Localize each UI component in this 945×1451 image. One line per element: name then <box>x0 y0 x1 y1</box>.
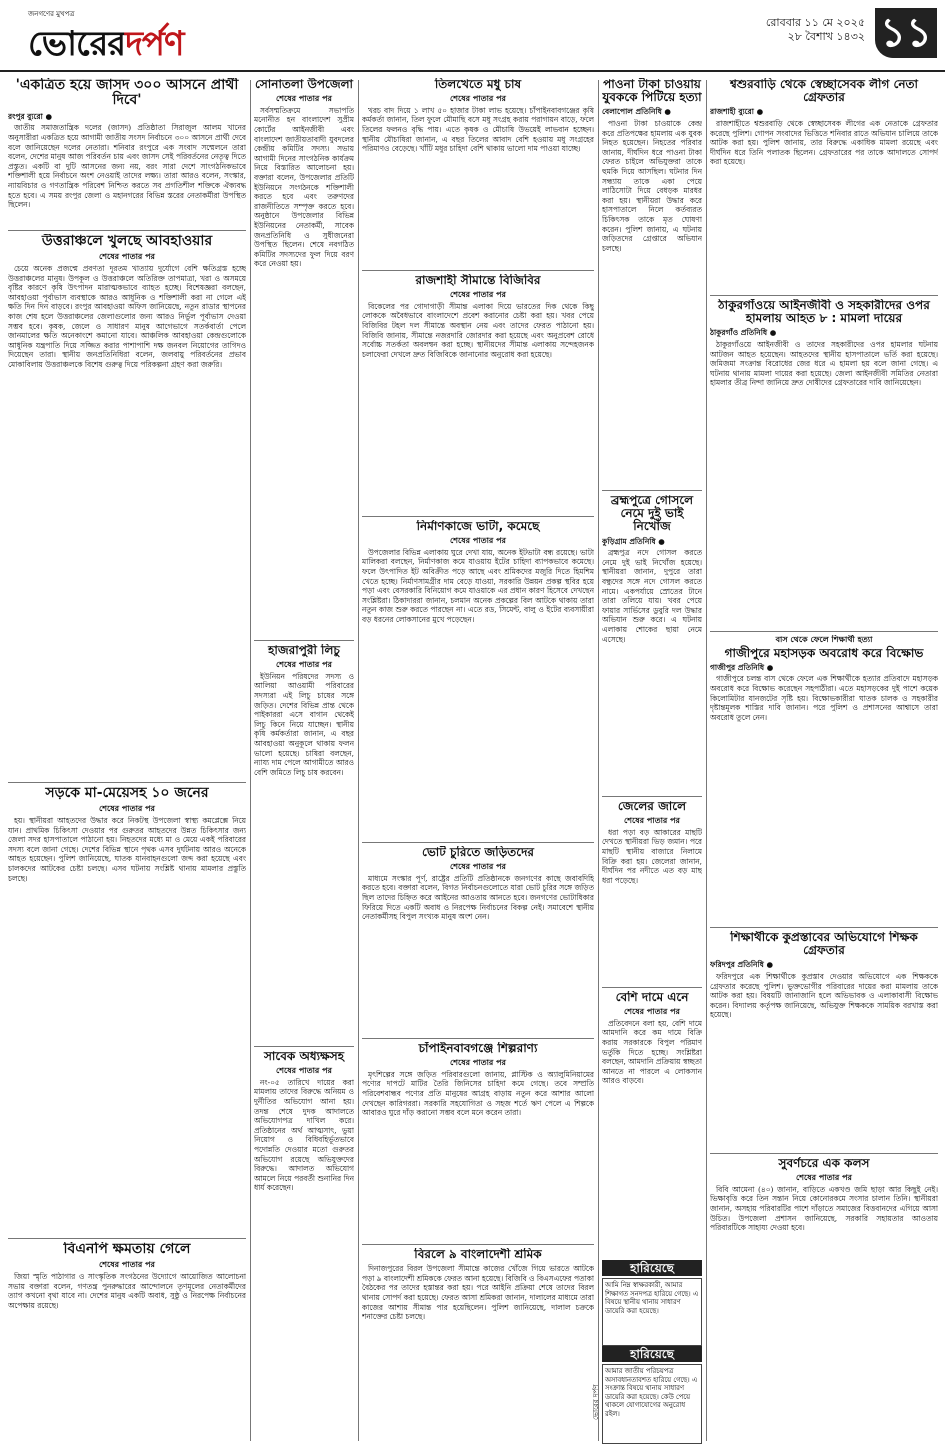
divider <box>362 270 594 271</box>
date-bengali: ২৮ বৈশাখ ১৪৩২ <box>787 30 865 43</box>
headline: সড়কে মা-মেয়েসহ ১০ জনের <box>45 786 209 801</box>
lost-notice-title: হারিয়েছে <box>602 1346 702 1362</box>
story-body: বিবি আমেনা (৪০) জানান, বাড়িতে একখণ্ড জমি ছাড়া আর কিছুই নেই। ভিক্ষাবৃত্তি করে তিন সন্তান নিয়ে কোনোরকমে সংসার চালান তিনি। স্থানীয়রা জানান, অসহায় পরিবারটির পাশে দাঁড়াতে সমাজের বিত্তবানদের এগিয়ে আসা উচিত। উপজেলা প্রশাসন জানিয়েছে, সরকারি সহায়তার আওতায় পরিবারটিকে সাহায্য দেওয়া হবে। <box>710 1184 938 1233</box>
byline: কুড়িগ্রাম প্রতিনিধি ● <box>602 536 665 546</box>
page-number: ১১ <box>875 8 937 58</box>
story-body: খরচ বাদ দিয়ে ১ লাখ ৫০ হাজার টাকা লাভ হয়েছে। চাঁপাইনবাবগঞ্জের কৃষি কর্মকর্তা জানান, তিল ফুলে মৌমাছি বসে মধু সংগ্রহ করায় পরাগায়ন বাড়ে, ফলে তিলের ফলনও বৃদ্ধি পায়। এতে কৃষক ও মৌচাষি উভয়েই লাভবান হচ্ছেন। স্থানীয় মৌচাষিরা জানান, এ বছর তিলের আবাদ বেশি হওয়ায় মধু সংগ্রহের পরিমাণও বেড়েছে। খাঁটি মধুর চাহিদা বেশি থাকায় ভালো দাম পাওয়া যাচ্ছে। <box>362 105 594 154</box>
headline: রাজশাহী সীমান্তে বিজিবির <box>415 274 541 287</box>
headline: চাঁপাইনবাবগঞ্জে শিল্পরাণ্য <box>418 1042 538 1055</box>
story-vote-theft <box>362 846 594 1036</box>
headline: গাজীপুরে মহাসড়ক অবরোধ করে বিক্ষোভ <box>724 645 924 660</box>
byline: বেলাপোল প্রতিনিধি ● <box>602 107 671 117</box>
headline: বিরলে ৯ বাংলাদেশী শ্রমিক <box>414 1248 542 1261</box>
byline: ঠাকুরগাঁও প্রতিনিধি ● <box>710 328 777 338</box>
story-lawyer-attack <box>710 299 938 629</box>
lost-notice-body: আমি নিম্ন স্বাক্ষরকারী, আমার শিক্ষাগত সনদপত্র হারিয়ে গেছে। এ বিষয়ে স্থানীয় থানায় সাধারণ ডায়েরি করা হয়েছে। <box>602 1278 702 1346</box>
story-body: ব্রহ্মপুত্র নদে গোসল করতে নেমে দুই ভাই নিখোঁজ হয়েছে। স্থানীয়রা জানান, দুপুরে তারা বন্ধুদের সঙ্গে নদে গোসল করতে নামে। একপর্যায়ে স্রোতের টানে তারা তলিয়ে যায়। খবর পেয়ে ফায়ার সার্ভিসের ডুবুরি দল উদ্ধার অভিযান শুরু করে। এ ঘটনায় এলাকায় শোকের ছায়া নেমে এসেছে। <box>602 548 702 644</box>
story-bnp <box>8 1242 246 1442</box>
column-rule <box>706 80 707 1441</box>
story-body: গাজীপুরে চলন্ত বাস থেকে ফেলে এক শিক্ষার্থীকে হত্যার প্রতিবাদে মহাসড়ক অবরোধ করে বিক্ষোভ করেছেন সহপাঠীরা। এতে মহাসড়কের দুই পাশে কয়েক কিলোমিটার যানজটের সৃষ্টি হয়। বিক্ষোভকারীরা ঘাতক চালক ও সহকারীর দৃষ্টান্তমূলক শাস্তির দাবি জানান। পরে পুলিশ ও প্রশাসনের আশ্বাসে তারা অবরোধ তুলে নেন। <box>710 674 938 722</box>
story-brick <box>362 520 594 840</box>
column-rule <box>250 80 251 1441</box>
story-weather <box>8 234 246 779</box>
byline: রংপুর ব্যুরো ● <box>8 111 52 121</box>
continued-label: শেষের পাতার পর <box>450 289 506 300</box>
divider <box>8 230 246 231</box>
byline: ফরিদপুর প্রতিনিধি ● <box>710 960 774 970</box>
headline: হাজরাপুরী লিচু <box>268 644 340 657</box>
divider <box>362 516 594 517</box>
story-lichu <box>254 644 354 1044</box>
headline: ব্রহ্মপুত্রে গোসলে নেমে দুই ভাই নিখোঁজ <box>610 494 694 534</box>
story-body: রাজশাহীতে শ্বশুরবাড়ি থেকে স্বেচ্ছাসেবক লীগের এক নেতাকে গ্রেফতার করেছে পুলিশ। গোপন সংবাদের ভিত্তিতে শনিবার রাতে অভিযান চালিয়ে তাকে আটক করা হয়। পুলিশ জানায়, তার বিরুদ্ধে একাধিক মামলা রয়েছে এবং দীর্ঘদিন ধরে তিনি পলাতক ছিলেন। গ্রেফতারের পর তাকে আদালতে সোপর্দ করা হয়েছে। <box>710 118 938 167</box>
story-body: ঠাকুরগাঁওয়ে আইনজীবী ও তাদের সহকারীদের ওপর হামলার ঘটনায় আটজন আহত হয়েছেন। আহতদের স্থানীয় হাসপাতালে ভর্তি করা হয়েছে। জমিজমা সংক্রান্ত বিরোধের জের ধরে এ হামলা হয় বলে জানা গেছে। এ ঘটনায় থানায় মামলা দায়ের করা হয়েছে। জেলা আইনজীবী সমিতির নেতারা হামলার তীব্র নিন্দা জানিয়ে দ্রুত দোষীদের গ্রেফতারের দাবি জানিয়েছেন। <box>710 339 938 388</box>
lost-notice-title: হারিয়েছে <box>602 1260 702 1276</box>
logo-part-2: দর্পণ <box>125 24 184 64</box>
headline: সাবেক অধ্যক্ষসহ <box>263 1050 345 1063</box>
story-awami-arrest <box>710 78 938 293</box>
story-body: পাওনা টাকা চাওয়াকে কেন্দ্র করে প্রতিপক্ষের হামলায় এক যুবক নিহত হয়েছেন। নিহতের পরিবার জানায়, দীর্ঘদিন ধরে পাওনা টাকা ফেরত চাইলে অভিযুক্তরা তাকে হুমকি দিয়ে আসছিল। ঘটনার দিন সন্ধ্যায় তাকে একা পেয়ে লাঠিসোটা দিয়ে বেধড়ক মারধর করা হয়। স্থানীয়রা উদ্ধার করে হাসপাতালে নিলে কর্তব্যরত চিকিৎসক তাকে মৃত ঘোষণা করেন। পুলিশ জানায়, এ ঘটনায় জড়িতদের গ্রেপ্তারে অভিযান চলছে। <box>602 118 702 253</box>
byline: রাজশাহী ব্যুরো ● <box>710 107 764 117</box>
continued-label: শেষের পাতার পর <box>276 1065 332 1076</box>
headline: শিক্ষার্থীকে কুপ্রস্তাবের অভিযোগে শিক্ষক গ্রেফতার <box>730 931 918 958</box>
headline: উত্তরাঞ্চলে খুলছে আবহাওয়ার <box>41 234 213 249</box>
story-body: বিকেলের পর গোদাগাড়ী সীমান্ত এলাকা দিয়ে ভারতের দিক থেকে কিছু লোককে অবৈধভাবে বাংলাদেশে প্রবেশ করানোর চেষ্টা করা হয়। খবর পেয়ে বিজিবির টহল দল সীমান্তে অবস্থান নেয় এবং তাদের ফেরত পাঠানো হয়। বিজিবি জানায়, সীমান্তে নজরদারি জোরদার করা হয়েছে এবং অনুপ্রবেশ রোধে সর্বোচ্চ সতর্কতা অবলম্বন করা হচ্ছে। স্থানীয়দের সীমান্ত এলাকায় সন্দেহজনক চলাফেরা দেখলে দ্রুত বিজিবিকে জানানোর অনুরোধ করা হয়েছে। <box>362 301 594 359</box>
divider <box>710 927 938 928</box>
story-teacher-arrest <box>710 931 938 1151</box>
continued-label: শেষের পাতার পর <box>450 93 506 104</box>
divider <box>362 1244 594 1245</box>
divider <box>362 1038 594 1039</box>
story-body: হয়। স্থানীয়রা আহতদের উদ্ধার করে নিকটস্থ উপজেলা স্বাস্থ্য কমপ্লেক্সে নিয়ে যান। প্রাথমিক চিকিৎসা দেওয়ার পর গুরুতর আহতদের উন্নত চিকিৎসার জন্য জেলা সদর হাসপাতালে পাঠানো হয়। নিহতদের মধ্যে মা ও মেয়ে একই পরিবারের সদস্য বলে জানা গেছে। দেশের বিভিন্ন স্থানে পৃথক এসব দুর্ঘটনায় আরও অনেকে আহত হয়েছেন। পুলিশ জানিয়েছে, ঘাতক যানবাহনগুলো জব্দ করা হয়েছে এবং চালকদের আটকের চেষ্টা চলছে। এসব ঘটনায় সংশ্লিষ্ট থানায় মামলার প্রস্তুতি চলছে। <box>8 815 246 883</box>
continued-label: শেষের পাতার পর <box>99 1259 155 1270</box>
story-jasad <box>8 78 246 228</box>
headline: বেশি দামে এনে <box>615 991 689 1004</box>
column-rule <box>358 80 359 1441</box>
story-price <box>602 991 702 1256</box>
story-body: জাতীয় সমাজতান্ত্রিক দলের (জাসদ) প্রতিষ্ঠাতা সিরাজুল আলম খানের অনুসারীরা একত্রিত হয়ে আগামী জাতীয় সংসদ নির্বাচনে ৩০০ আসনে প্রার্থী দেবে বলে জানিয়েছেন দলের নেতারা। শনিবার রংপুরে এক সংবাদ সম্মেলনে তারা বলেন, দেশের মানুষ আজ পরিবর্তন চায় এবং জাসদ সেই পরিবর্তনের নেতৃত্ব দিতে প্রস্তুত। একটি বা দুটি আসনের জন্য নয়, বরং সারা দেশে সাংগঠনিকভাবে শক্তিশালী হয়ে নির্বাচনে অংশ নেওয়াই তাদের লক্ষ্য। তারা আরও বলেন, সংস্কার, ন্যায়বিচার ও গণতান্ত্রিক পরিবেশ নিশ্চিত করতে সব প্রগতিশীল শক্তিকে ঐক্যবদ্ধ হতে হবে। এ সময় রংপুর জেলা ও মহানগরের বিভিন্ন স্তরের নেতাকর্মীরা উপস্থিত ছিলেন। <box>8 123 246 210</box>
story-body: ফরিদপুরে এক শিক্ষার্থীকে কুপ্রস্তাব দেওয়ার অভিযোগে এক শিক্ষককে গ্রেফতার করেছে পুলিশ। ভুক্তভোগীর পরিবারের দায়ের করা মামলায় তাকে আটক করা হয়। বিষয়টি জানাজানি হলে অভিভাবক ও এলাকাবাসী বিক্ষোভ করেন। বিদ্যালয় কর্তৃপক্ষ জানিয়েছে, অভিযুক্ত শিক্ষককে সাময়িক বরখাস্ত করা হয়েছে। <box>710 971 938 1020</box>
tagline: জনগণের মুখপত্র <box>28 10 75 18</box>
story-pottery <box>362 1042 594 1242</box>
story-honey <box>362 78 594 268</box>
continued-label: শেষের পাতার পর <box>276 659 332 670</box>
byline: গাজীপুর প্রতিনিধি ● <box>710 662 774 672</box>
divider <box>254 1046 354 1047</box>
continued-label: শেষের পাতার পর <box>624 815 680 826</box>
divider <box>8 1238 246 1239</box>
continued-label: শেষের পাতার পর <box>450 861 506 872</box>
divider <box>710 295 938 296</box>
continued-label: শেষের পাতার পর <box>796 1172 852 1183</box>
headline: পাওনা টাকা চাওয়ায় যুবককে পিটিয়ে হত্যা <box>602 78 702 105</box>
story-body: ইউনিয়ন পরিষদের সদস্য ও আলিয়া আওয়ামী পরিবারের সদস্যরা এই লিচু চাষের সঙ্গে জড়িত। দেশের বিভিন্ন প্রান্ত থেকে পাইকাররা এসে বাগান থেকেই লিচু কিনে নিয়ে যাচ্ছেন। স্থানীয় কৃষি কর্মকর্তারা জানান, এ বছর আবহাওয়া অনুকূলে থাকায় ফলন ভালো হয়েছে। চাষিরা বলছেন, ন্যায্য দাম পেলে আগামীতে আরও বেশি জমিতে লিচু চাষ করবেন। <box>254 671 354 777</box>
headline: বিএনপি ক্ষমতায় গেলে <box>63 1242 191 1257</box>
date-gregorian: রোববার ১১ মে ২০২৫ <box>765 16 865 29</box>
story-bgb <box>362 274 594 514</box>
kicker: বাস থেকে ফেলে শিক্ষার্থী হত্যা <box>775 635 873 644</box>
logo-part-1: ভোরের <box>28 24 126 64</box>
story-body: চেয়ে অনেক প্রজন্মে প্রবণতা দূরতম খাত্যায় দুর্যোগে বেশি ক্ষতিগ্রস্ত হচ্ছে উত্তরাঞ্চলের মানুষ। উপকূল ও উত্তরাঞ্চলে অতিরিক্ত তাপমাত্রা, খরা ও অসময়ে বৃষ্টির কারণে কৃষি উৎপাদন মারাত্মকভাবে ব্যাহত হচ্ছে। বিশেষজ্ঞরা বলছেন, আবহাওয়া পূর্বাভাস ব্যবস্থাকে আরও আধুনিক ও শক্তিশালী করা না গেলে এই ক্ষতি দিন দিন বাড়বে। রংপুর আবহাওয়া অফিস জানিয়েছে, নতুন রাডার স্থাপনের কাজ শেষ হলে উত্তরাঞ্চলের জেলাগুলোর জন্য আরও নির্ভুল পূর্বাভাস দেওয়া সম্ভব হবে। কৃষক, জেলে ও সাধারণ মানুষ আগেভাগে সতর্কবার্তা পেলে জানমালের ক্ষতি অনেকাংশে কমানো যাবে। আঞ্চলিক আবহাওয়া কেন্দ্রগুলোকে আধুনিক যন্ত্রপাতি দিয়ে সজ্জিত করার পাশাপাশি দক্ষ জনবল নিয়োগের তাগিদও দিয়েছেন তারা। স্থানীয় জনপ্রতিনিধিরা বলেন, জলবায়ু পরিবর্তনের প্রভাব মোকাবিলায় উত্তরাঞ্চলকে বিশেষ গুরুত্ব দিয়ে পরিকল্পনা গ্রহণ করা জরুরি। <box>8 263 246 369</box>
headline: সোনাতলা উপজেলা <box>255 78 353 91</box>
story-workers <box>362 1248 594 1443</box>
headline: 'একত্রিত হয়ে জাসদ ৩০০ আসনে প্রার্থী দিবে' <box>15 78 239 109</box>
story-body: সর্বসম্মতিক্রমে সভাপতি মনোনীত হন বাংলাদেশ সুপ্রীম কোর্টের আইনজীবী এবং বাংলাদেশ জাতীয়তাবাদী যুবদলের কেন্দ্রীয় কমিটির সদস্য। সভায় আগামী দিনের সাংগঠনিক কার্যক্রম নিয়ে বিস্তারিত আলোচনা হয়। বক্তারা বলেন, উপজেলার প্রতিটি ইউনিয়নে সংগঠনকে শক্তিশালী করতে হবে এবং তরুণদের রাজনীতিতে সম্পৃক্ত করতে হবে। অনুষ্ঠানে উপজেলার বিভিন্ন ইউনিয়নের নেতাকর্মী, সাবেক জনপ্রতিনিধি ও সুধীজনেরা উপস্থিত ছিলেন। শেষে নবগঠিত কমিটির সদস্যদের ফুল দিয়ে বরণ করে নেওয়া হয়। <box>254 105 354 269</box>
divider <box>602 490 702 491</box>
headline: নির্মাণকাজে ভাটা, কমেছে <box>416 520 540 533</box>
headline: জেলের জালে <box>617 800 687 813</box>
divider <box>602 796 702 797</box>
side-credit: ভোরের দর্পণ <box>592 1384 600 1420</box>
story-body: উপজেলার বিভিন্ন এলাকায় ঘুরে দেখা যায়, অনেক ইটভাটা বন্ধ রয়েছে। ভাটা মালিকরা বলছেন, নির্মাণকাজ কমে যাওয়ায় ইটের চাহিদা ব্যাপকভাবে কমেছে। ফলে উৎপাদিত ইট অবিক্রীত পড়ে আছে এবং শ্রমিকদের মজুরি দিতে হিমশিম খেতে হচ্ছে। নির্মাণসামগ্রীর দাম বেড়ে যাওয়া, সরকারি উন্নয়ন প্রকল্প স্থবির হয়ে পড়া এবং বেসরকারি বিনিয়োগ কমে যাওয়াকে এর প্রধান কারণ হিসেবে দেখছেন সংশ্লিষ্টরা। ঠিকাদাররা জানান, চলমান অনেক প্রকল্পের বিল আটকে থাকায় তারা নতুন কাজ শুরু করতে পারছেন না। এতে রড, সিমেন্ট, বালু ও ইটের ব্যবসায়ীরা বড় ধরনের লোকসানের মুখে পড়েছেন। <box>362 547 594 624</box>
headline: ভোট চুরিতে জড়িতদের <box>422 846 534 859</box>
story-body: মাধ্যমে সংস্কার পূর্ণ, রাষ্ট্রের প্রতিটি প্রতিষ্ঠানকে জনগণের কাছে জবাবদিহি করতে হবে। বক্তারা বলেন, বিগত নির্বাচনগুলোতে যারা ভোট চুরির সঙ্গে জড়িত ছিল তাদের চিহ্নিত করে আইনের আওতায় আনতে হবে। জনগণের ভোটাধিকার ফিরিয়ে দিতে একটি অবাধ ও নিরপেক্ষ নির্বাচনের বিকল্প নেই। সমাবেশে স্থানীয় নেতাকর্মীসহ বিপুল সংখ্যক মানুষ অংশ নেন। <box>362 873 594 922</box>
headline: সুবর্ণচরে এক কলস <box>778 1157 870 1170</box>
divider <box>710 1153 938 1154</box>
headline: ঠাকুরগাঁওয়ে আইনজীবী ও সহকারীদের ওপর হামলায় আহত ৮ : মামলা দায়ের <box>718 299 930 326</box>
continued-label: শেষের পাতার পর <box>450 1057 506 1068</box>
divider <box>710 631 938 632</box>
story-body: নং-০৫ তারিখে দায়ের করা মামলায় তাদের বিরুদ্ধে অনিয়ম ও দুর্নীতির অভিযোগ আনা হয়। তদন্ত শেষে দুদক আদালতে অভিযোগপত্র দাখিল করে। প্রতিষ্ঠানের অর্থ আত্মসাৎ, ভুয়া নিয়োগ ও বিধিবহির্ভূতভাবে পদোন্নতি দেওয়ার মতো গুরুতর অভিযোগ রয়েছে অভিযুক্তদের বিরুদ্ধে। আদালত অভিযোগ আমলে নিয়ে পরবর্তী শুনানির দিন ধার্য করেছেন। <box>254 1077 354 1193</box>
story-seniority <box>254 1050 354 1442</box>
continued-label: শেষের পাতার পর <box>276 93 332 104</box>
divider <box>362 842 594 843</box>
continued-label: শেষের পাতার পর <box>99 251 155 262</box>
headline: তিলখেতে মধু চাষ <box>434 78 522 91</box>
divider <box>8 782 246 783</box>
story-body: প্রতিবেদনে বলা হয়, বেশি দামে আমদানি করে কম দামে বিক্রি করায় সরকারকে বিপুল পরিমাণ ভর্তুকি দিতে হচ্ছে। সংশ্লিষ্টরা বলছেন, আমদানি প্রক্রিয়ায় স্বচ্ছতা আনতে না পারলে এ লোকসান আরও বাড়বে। <box>602 1018 702 1086</box>
story-rice-pot <box>710 1157 938 1443</box>
story-body: মৃৎশিল্পের সঙ্গে জড়িত পরিবারগুলো জানায়, প্লাস্টিক ও অ্যালুমিনিয়ামের পণ্যের দাপটে মাটির তৈরি জিনিসের চাহিদা কমে গেছে। তবে সম্প্রতি পরিবেশবান্ধব পণ্যের প্রতি মানুষের আগ্রহ বাড়ায় নতুন করে আশার আলো দেখছেন কারিগররা। সরকারি সহযোগিতা ও সহজ শর্তে ঋণ পেলে এ শিল্পকে আবারও ঘুরে দাঁড় করানো সম্ভব বলে মনে করেন তারা। <box>362 1069 594 1118</box>
continued-label: শেষের পাতার পর <box>450 535 506 546</box>
masthead <box>0 0 945 72</box>
continued-label: শেষের পাতার পর <box>624 1006 680 1017</box>
divider <box>602 987 702 988</box>
dateline <box>766 16 865 44</box>
divider <box>254 640 354 641</box>
story-brothers-missing <box>602 494 702 794</box>
column-rule <box>598 80 599 1441</box>
story-body: ধরা পড়া বড় আকারের মাছটি দেখতে স্থানীয়রা ভিড় জমান। পরে মাছটি স্থানীয় বাজারে নিলামে বিক্রি করা হয়। জেলেরা জানান, দীর্ঘদিন পর নদীতে এত বড় মাছ ধরা পড়েছে। <box>602 827 702 885</box>
continued-label: শেষের পাতার পর <box>99 803 155 814</box>
story-sonatala <box>254 78 354 638</box>
story-body: জিয়া স্মৃতি পাঠাগার ও সাংস্কৃতিক সংগঠনের উদ্যোগে আয়োজিত আলোচনা সভায় বক্তারা বলেন, গণতন্ত্র পুনরুদ্ধারের আন্দোলনে তৃণমূলের নেতাকর্মীদের ত্যাগ কখনো বৃথা যাবে না। দেশের মানুষ একটি অবাধ, সুষ্ঠু ও নিরপেক্ষ নির্বাচনের অপেক্ষায় রয়েছে। <box>8 1271 246 1310</box>
newspaper-logo <box>28 18 184 75</box>
story-youth-killed <box>602 78 702 488</box>
story-fishnet <box>602 800 702 985</box>
story-gazipur <box>710 635 938 925</box>
lost-notice-body: আমার জাতীয় পরিচয়পত্র অসাবধানতাবশত হারিয়ে গেছে। এ সংক্রান্ত বিষয়ে থানায় সাধারণ ডায়েরি করা হয়েছে। কেউ পেয়ে থাকলে যোগাযোগের অনুরোধ রইল। <box>602 1364 702 1444</box>
story-accident <box>8 786 246 1236</box>
story-body: দিনাজপুরের বিরল উপজেলা সীমান্তে কাজের খোঁজে গিয়ে ভারতে আটকে পড়া ৯ বাংলাদেশী শ্রমিককে ফেরত আনা হয়েছে। বিজিবি ও বিএসএফের পতাকা বৈঠকের পর তাদের হস্তান্তর করা হয়। পরে আইনি প্রক্রিয়া শেষে তাদের বিরল থানায় সোপর্দ করা হয়েছে। ফেরত আসা শ্রমিকরা জানান, দালালের মাধ্যমে তারা কাজের আশায় সীমান্ত পার হয়েছিলেন। পুলিশ জানিয়েছে, দালাল চক্রকে শনাক্তের চেষ্টা চলছে। <box>362 1264 594 1322</box>
headline: শ্বশুরবাড়ি থেকে স্বেচ্ছাসেবক লীগ নেতা গ্রেফতার <box>729 78 919 105</box>
